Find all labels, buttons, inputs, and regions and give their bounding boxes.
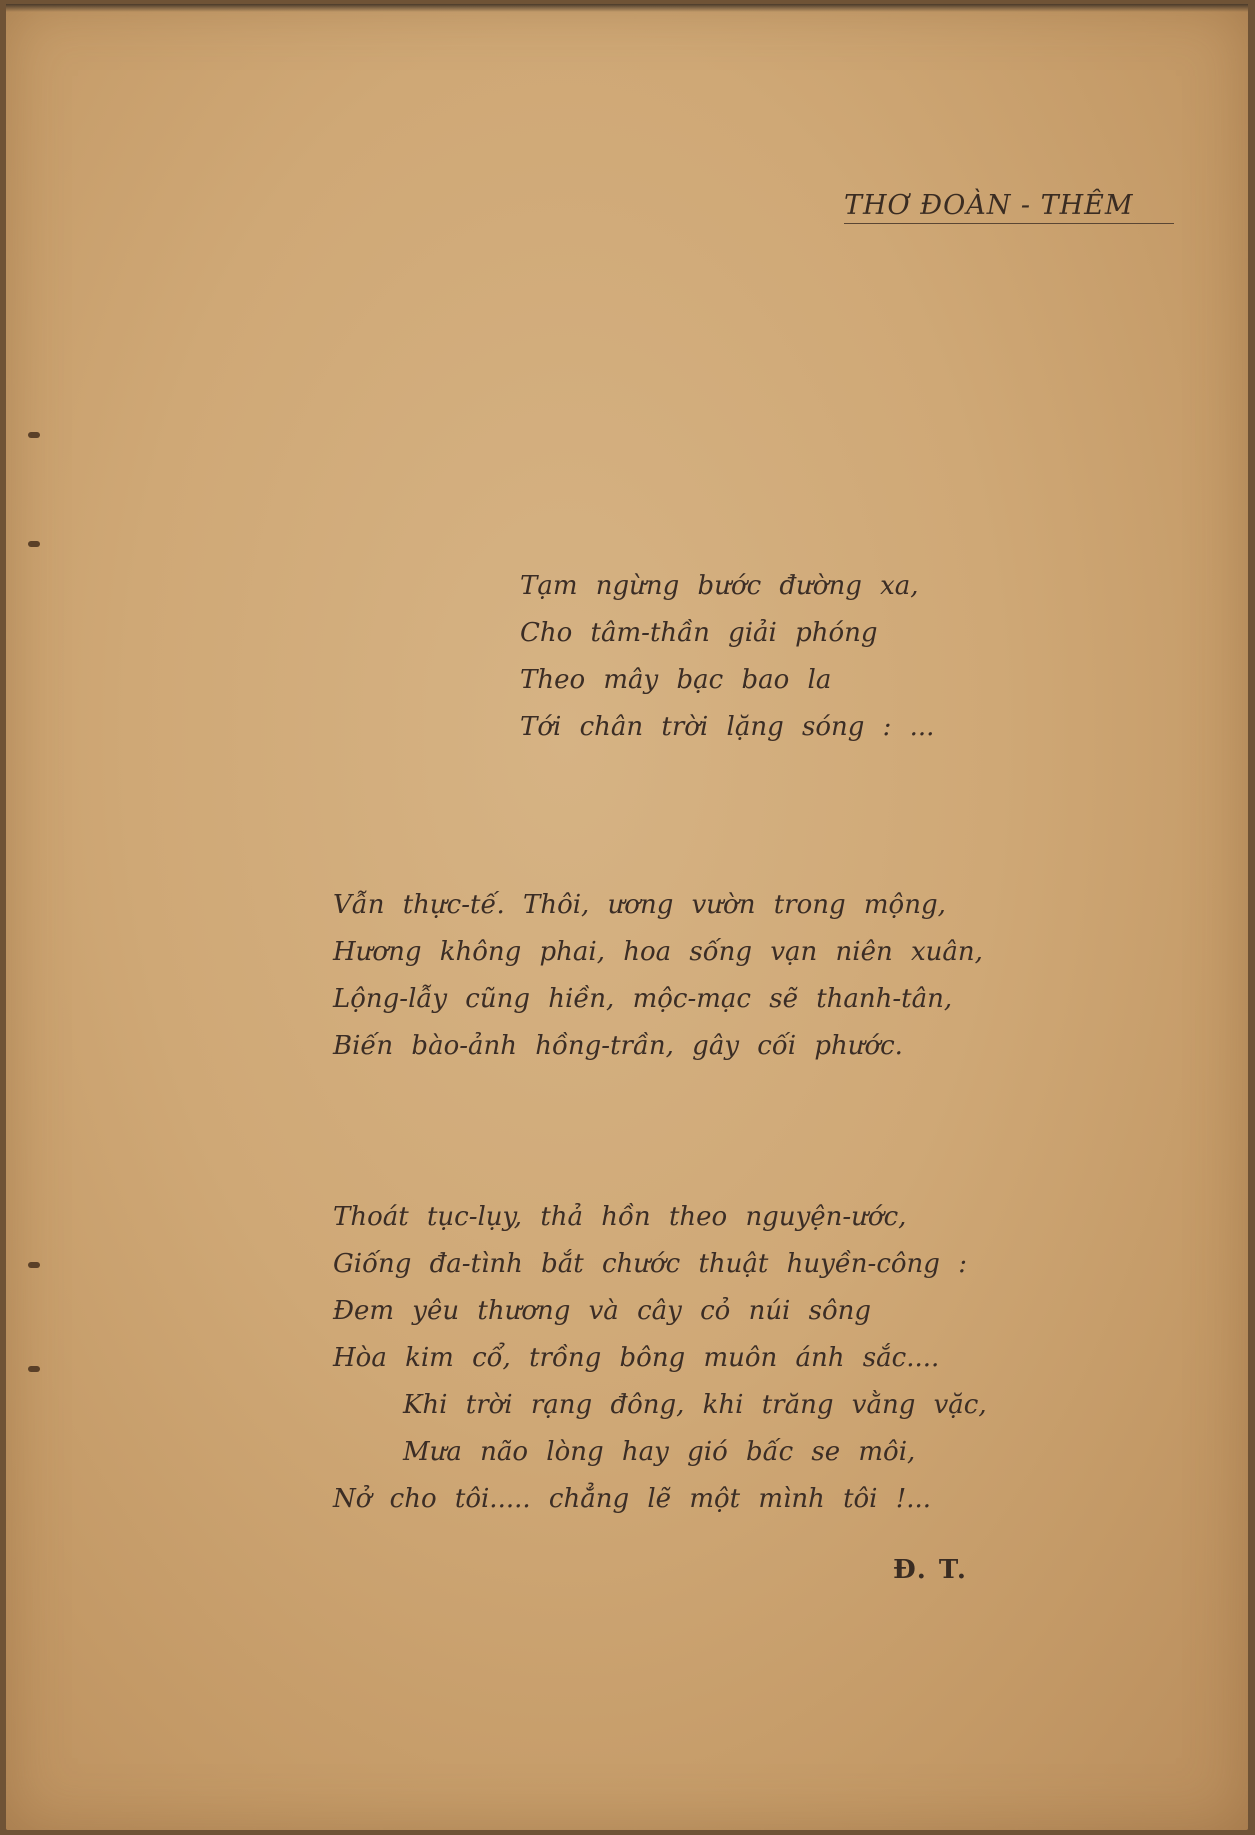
poem-stanza-1 [520, 563, 934, 751]
page [6, 4, 1248, 1830]
binding-hole [28, 541, 40, 547]
binding-hole [28, 432, 40, 438]
poem-line: Biến bào-ảnh hồng-trần, gây cối phước. [333, 1031, 903, 1061]
poem-line: Tới chân trời lặng sóng : ... [520, 712, 935, 742]
poem-line: Giống đa-tình bắt chước thuật huyền-công : [333, 1249, 967, 1279]
poem-line: Thoát tục-lụy, thả hồn theo nguyện-ước, [333, 1202, 907, 1232]
poem-line: Khi trời rạng đông, khi trăng vằng vặc, [403, 1390, 987, 1420]
poem-line: Đem yêu thương và cây cỏ núi sông [333, 1296, 872, 1326]
poem-line: Hương không phai, hoa sống vạn niên xuân, [333, 937, 983, 967]
binding-hole [28, 1366, 40, 1372]
binding-hole [28, 1262, 40, 1268]
poem-stanza-3 [333, 1194, 987, 1523]
poem-line: Hòa kim cổ, trồng bông muôn ánh sắc.... [333, 1343, 940, 1373]
page-header-title: THƠ ĐOÀN - THÊM [844, 190, 1174, 224]
poem-line: Lộng-lẫy cũng hiền, mộc-mạc sẽ thanh-tân, [333, 984, 953, 1014]
author-signature: Đ. T. [893, 1555, 968, 1585]
poem-line: Theo mây bạc bao la [520, 665, 832, 695]
poem-line: Cho tâm-thần giải phóng [520, 618, 878, 648]
poem-stanza-2 [333, 882, 983, 1070]
poem-line: Nở cho tôi..... chẳng lẽ một mình tôi !... [333, 1484, 931, 1514]
poem-line: Tạm ngừng bước đường xa, [520, 571, 919, 601]
poem-line: Vẫn thực-tế. Thôi, ương vườn trong mộng, [333, 890, 946, 920]
poem-line: Mưa não lòng hay gió bấc se môi, [403, 1437, 916, 1467]
